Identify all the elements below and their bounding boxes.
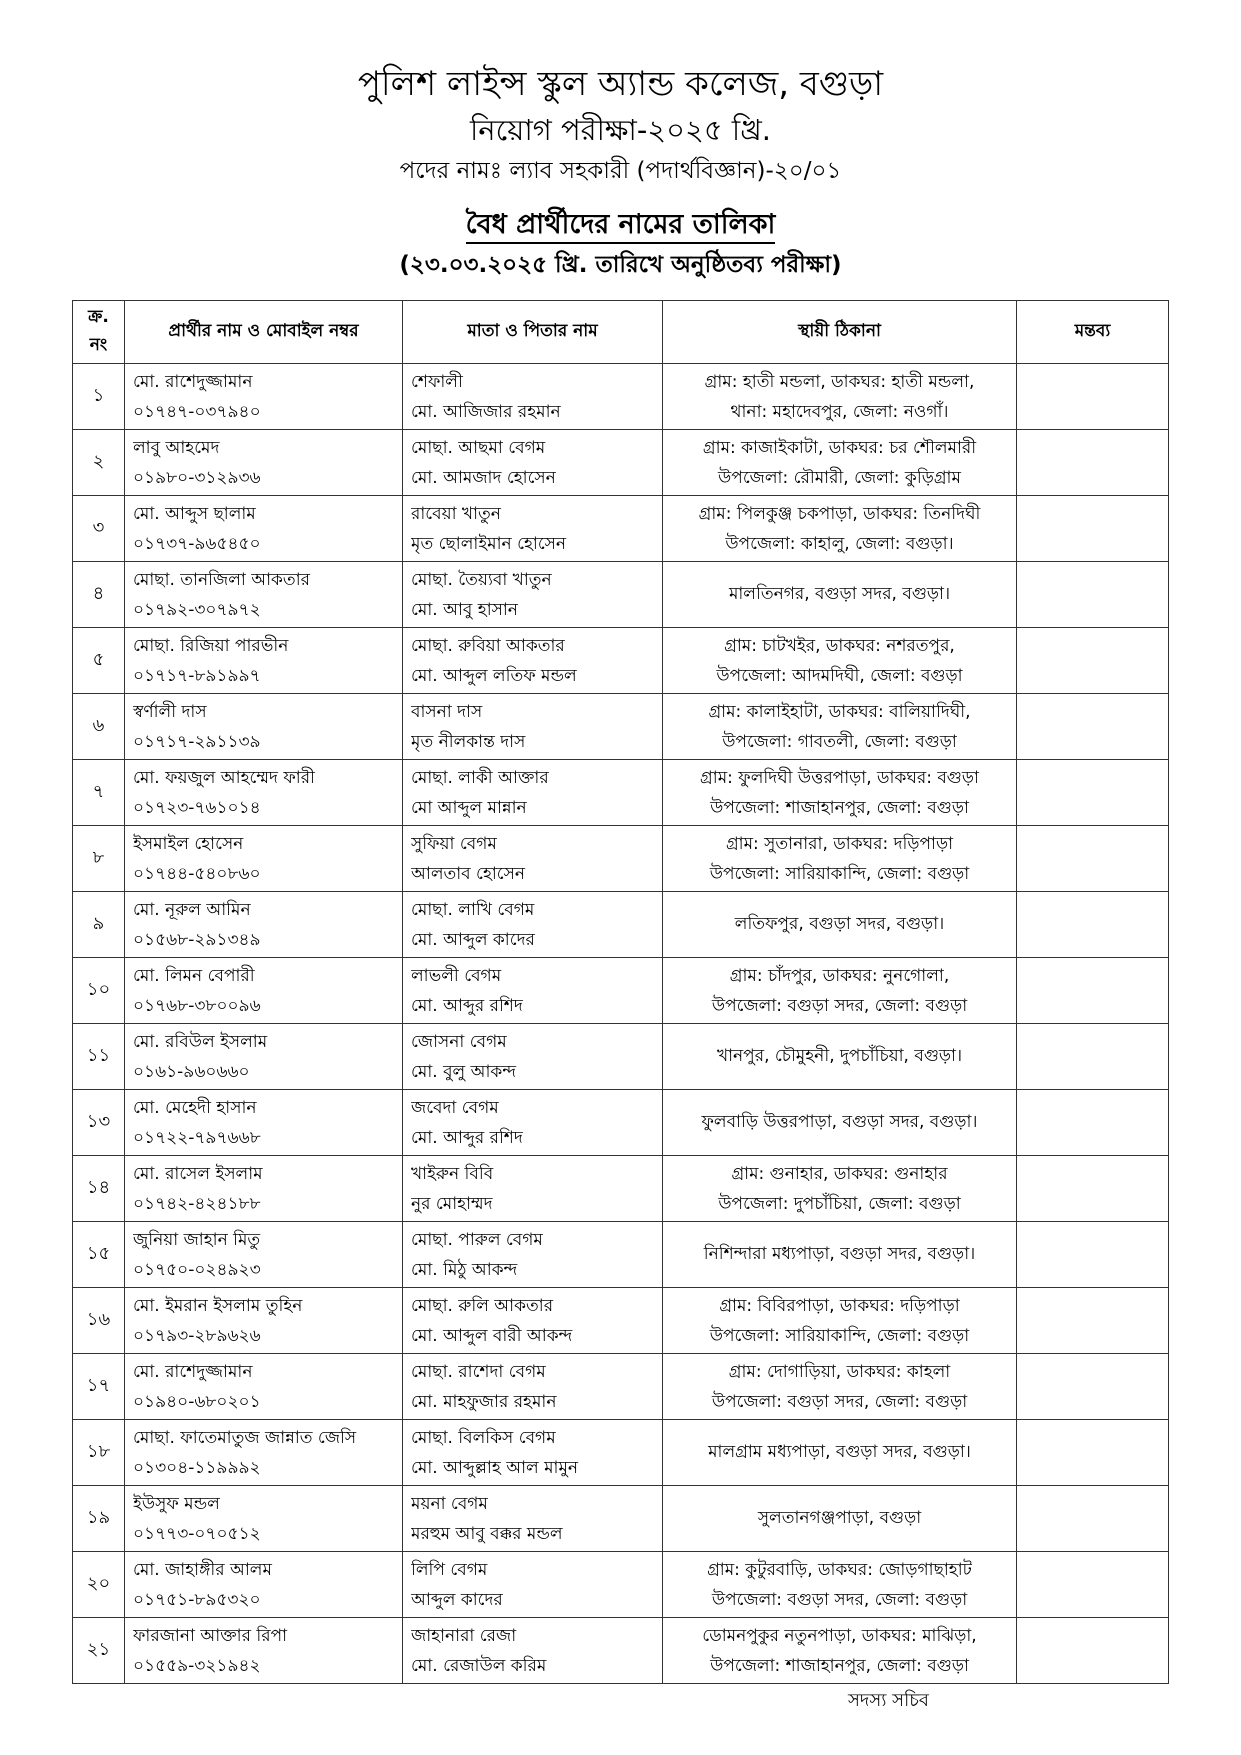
candidate-cell: [125, 1222, 403, 1288]
father-name: মো. মাহফুজার রহমান: [411, 1391, 557, 1412]
father-name: নুর মোহাম্মদ: [411, 1193, 493, 1214]
address-cell: [663, 1618, 1017, 1684]
candidate-cell: [125, 1024, 403, 1090]
candidate-cell: [125, 1288, 403, 1354]
parents-cell: [403, 1618, 663, 1684]
address-line: নিশিন্দারা মধ্যপাড়া, বগুড়া সদর, বগুড়া।: [703, 1243, 976, 1264]
table-row: [73, 1024, 1169, 1090]
table-row: [73, 1156, 1169, 1222]
parents-cell: [403, 694, 663, 760]
address-cell: [663, 1156, 1017, 1222]
mother-name: লিপি বেগম: [411, 1559, 488, 1580]
address-line: ফুলবাড়ি উত্তরপাড়া, বগুড়া সদর, বগুড়া।: [701, 1111, 978, 1132]
mother-name: সুফিয়া বেগম: [411, 833, 497, 854]
mother-name: জবেদা বেগম: [411, 1097, 499, 1118]
candidate-mobile: ০১৭২২-৭৯৭৬৬৮: [133, 1127, 261, 1148]
mother-name: মোছা. লাকী আক্তার: [411, 767, 549, 788]
table-row: [73, 1090, 1169, 1156]
address-cell: [663, 1486, 1017, 1552]
parents-cell: [403, 1552, 663, 1618]
parents-cell: [403, 1024, 663, 1090]
candidate-mobile: ০১৯৮০-৩১২৯৩৬: [133, 467, 261, 488]
table-row: [73, 1354, 1169, 1420]
candidate-cell: [125, 562, 403, 628]
father-name: মো. বুলু আকন্দ: [411, 1061, 516, 1082]
mother-name: মোছা. পারুল বেগম: [411, 1229, 543, 1250]
father-name: মো. আব্দুর রশিদ: [411, 995, 523, 1016]
address-line: উপজেলা: সারিয়াকান্দি, জেলা: বগুড়া: [709, 863, 970, 884]
table-row: [73, 364, 1169, 430]
remarks-cell: [1017, 694, 1169, 760]
candidate-cell: [125, 826, 403, 892]
address-cell: [663, 892, 1017, 958]
address-cell: [663, 628, 1017, 694]
remarks-cell: [1017, 1222, 1169, 1288]
exam-date: (২৩.০৩.২০২৫ খ্রি. তারিখে অনুষ্ঠিতব্য পরীক্ষা): [399, 252, 842, 278]
candidate-cell: [125, 760, 403, 826]
serial-cell: ১৪: [73, 1156, 125, 1222]
address-line: গ্রাম: কুটুরবাড়ি, ডাকঘর: জোড়গাছাহাট: [707, 1559, 972, 1580]
table-row: [73, 1288, 1169, 1354]
candidate-name: মো. জাহাঙ্গীর আলম: [133, 1559, 272, 1580]
address-line: গ্রাম: কাজাইকাটা, ডাকঘর: চর শৌলমারী: [702, 437, 977, 458]
mother-name: শেফালী: [411, 371, 463, 392]
serial-cell: ৪: [73, 562, 125, 628]
father-name: মো. আমজাদ হোসেন: [411, 467, 556, 488]
address-cell: [663, 430, 1017, 496]
parents-cell: [403, 958, 663, 1024]
address-cell: [663, 760, 1017, 826]
candidate-name: মো. আব্দুস ছালাম: [133, 503, 256, 524]
father-name: মো. রেজাউল করিম: [411, 1655, 547, 1676]
parents-cell: [403, 1420, 663, 1486]
address-cell: [663, 826, 1017, 892]
table-row: [73, 892, 1169, 958]
candidate-mobile: ০১৭৯৩-২৮৯৬২৬: [133, 1325, 261, 1346]
candidate-name: মো. রবিউল ইসলাম: [133, 1031, 268, 1052]
serial-cell: ১: [73, 364, 125, 430]
signature-title: সদস্য সচিব: [848, 1690, 929, 1711]
candidate-name: মোছা. ফাতেমাতুজ জান্নাত জেসি: [133, 1427, 357, 1448]
header-parents: মাতা ও পিতার নাম: [403, 301, 663, 364]
candidate-name: মো. নূরুল আমিন: [133, 899, 251, 920]
table-header-row: [73, 301, 1169, 364]
address-line: থানা: মহাদেবপুর, জেলা: নওগাঁ।: [730, 401, 949, 422]
candidate-cell: [125, 958, 403, 1024]
mother-name: লাভলী বেগম: [411, 965, 502, 986]
candidate-mobile: ০১৭৬৮-৩৮০০৯৬: [133, 995, 261, 1016]
address-line: উপজেলা: রৌমারী, জেলা: কুড়িগ্রাম: [718, 467, 961, 488]
candidate-mobile: ০১৭৯২-৩০৭৯৭২: [133, 599, 261, 620]
parents-cell: [403, 760, 663, 826]
address-cell: [663, 496, 1017, 562]
parents-cell: [403, 496, 663, 562]
candidate-cell: [125, 496, 403, 562]
candidate-name: মো. রাসেল ইসলাম: [133, 1163, 263, 1184]
address-line: উপজেলা: শাজাহানপুর, জেলা: বগুড়া: [710, 1655, 969, 1676]
table-row: [73, 694, 1169, 760]
candidate-cell: [125, 1090, 403, 1156]
candidate-mobile: ০১৭৪৭-০৩৭৯৪০: [133, 401, 261, 422]
father-name: মো. আবু হাসান: [411, 599, 518, 620]
address-cell: [663, 1420, 1017, 1486]
remarks-cell: [1017, 1552, 1169, 1618]
father-name: মো আব্দুল মান্নান: [411, 797, 527, 818]
table-row: [73, 1486, 1169, 1552]
parents-cell: [403, 1222, 663, 1288]
parents-cell: [403, 628, 663, 694]
candidate-mobile: ০১৭১৭-২৯১১৩৯: [133, 731, 261, 752]
father-name: মৃত নীলকান্ত দাস: [411, 731, 526, 752]
exam-title: নিয়োগ পরীক্ষা-২০২৫ খ্রি.: [470, 113, 771, 147]
header-serial-line2: নং: [89, 335, 108, 355]
remarks-cell: [1017, 1024, 1169, 1090]
remarks-cell: [1017, 958, 1169, 1024]
candidate-cell: [125, 430, 403, 496]
table-row: [73, 496, 1169, 562]
address-line: গ্রাম: সুতানারা, ডাকঘর: দড়িপাড়া: [725, 833, 954, 854]
address-cell: [663, 1222, 1017, 1288]
remarks-cell: [1017, 1618, 1169, 1684]
candidate-table: [72, 300, 1169, 1684]
address-line: ডোমনপুকুর নতুনপাড়া, ডাকঘর: মাঝিড়া,: [702, 1625, 977, 1646]
remarks-cell: [1017, 1288, 1169, 1354]
remarks-cell: [1017, 1420, 1169, 1486]
address-cell: [663, 1288, 1017, 1354]
candidate-name: ইউসুফ মন্ডল: [133, 1493, 220, 1514]
header-serial: [73, 301, 125, 364]
serial-cell: ৯: [73, 892, 125, 958]
address-line: খানপুর, চৌমুহনী, দুপচাঁচিয়া, বগুড়া।: [716, 1045, 963, 1066]
address-line: গ্রাম: হাতী মন্ডলা, ডাকঘর: হাতী মন্ডলা,: [704, 371, 975, 392]
table-row: [73, 1420, 1169, 1486]
remarks-cell: [1017, 892, 1169, 958]
father-name: আব্দুল কাদের: [411, 1589, 503, 1610]
remarks-cell: [1017, 496, 1169, 562]
mother-name: মোছা. লাখি বেগম: [411, 899, 535, 920]
candidate-name: মো. রাশেদুজ্জামান: [133, 371, 253, 392]
candidate-mobile: ০১৭৫১-৮৯৫৩২০: [133, 1589, 261, 1610]
father-name: মরহুম আবু বক্কর মন্ডল: [411, 1523, 563, 1544]
father-name: মৃত ছোলাইমান হোসেন: [411, 533, 567, 554]
parents-cell: [403, 1486, 663, 1552]
father-name: মো. আব্দুল লতিফ মন্ডল: [411, 665, 577, 686]
serial-cell: ১৯: [73, 1486, 125, 1552]
table-row: [73, 430, 1169, 496]
serial-cell: ৩: [73, 496, 125, 562]
serial-cell: ২১: [73, 1618, 125, 1684]
mother-name: মোছা. রুলি আকতার: [411, 1295, 554, 1316]
candidate-name: ইসমাইল হোসেন: [133, 833, 244, 854]
address-line: উপজেলা: বগুড়া সদর, জেলা: বগুড়া: [711, 1589, 968, 1610]
mother-name: মোছা. বিলকিস বেগম: [411, 1427, 556, 1448]
remarks-cell: [1017, 1354, 1169, 1420]
address-line: সুলতানগঞ্জপাড়া, বগুড়া: [757, 1507, 922, 1528]
serial-cell: ৭: [73, 760, 125, 826]
mother-name: জাহানারা রেজা: [411, 1625, 517, 1646]
serial-cell: ৮: [73, 826, 125, 892]
candidate-mobile: ০১৭২৩-৭৬১০১৪: [133, 797, 261, 818]
remarks-cell: [1017, 1486, 1169, 1552]
candidate-mobile: ০১৭৫০-০২৪৯২৩: [133, 1259, 261, 1280]
table-row: [73, 958, 1169, 1024]
father-name: মো. আব্দুল কাদের: [411, 929, 535, 950]
candidate-mobile: ০১৬১-৯৬০৬৬০: [133, 1061, 250, 1082]
address-line: উপজেলা: কাহালু, জেলা: বগুড়া।: [725, 533, 954, 554]
candidate-mobile: ০১৭৪৪-৫৪০৮৬০: [133, 863, 261, 884]
candidate-mobile: ০১৭৪২-৪২৪১৮৮: [133, 1193, 261, 1214]
serial-cell: ১৬: [73, 1288, 125, 1354]
address-line: গ্রাম: গুনাহার, ডাকঘর: গুনাহার: [731, 1163, 948, 1184]
table-row: [73, 1618, 1169, 1684]
father-name: মো. আব্দুল বারী আকন্দ: [411, 1325, 573, 1346]
mother-name: জোসনা বেগম: [411, 1031, 507, 1052]
remarks-cell: [1017, 628, 1169, 694]
remarks-cell: [1017, 826, 1169, 892]
remarks-cell: [1017, 1156, 1169, 1222]
candidate-cell: [125, 1156, 403, 1222]
candidate-mobile: ০১৭১৭-৮৯১৯৯৭: [133, 665, 261, 686]
address-cell: [663, 1090, 1017, 1156]
candidate-name: ফারজানা আক্তার রিপা: [133, 1625, 288, 1646]
candidate-cell: [125, 1420, 403, 1486]
address-cell: [663, 694, 1017, 760]
serial-cell: ১১: [73, 1024, 125, 1090]
parents-cell: [403, 430, 663, 496]
address-line: উপজেলা: দুপচাঁচিয়া, জেলা: বগুড়া: [718, 1193, 961, 1214]
serial-cell: ১৫: [73, 1222, 125, 1288]
remarks-cell: [1017, 562, 1169, 628]
mother-name: বাসনা দাস: [411, 701, 483, 722]
candidate-mobile: ০১৭৩৭-৯৬৫৪৫০: [133, 533, 261, 554]
mother-name: খাইরুন বিবি: [411, 1163, 494, 1184]
mother-name: মোছা. তৈয়্যবা খাতুন: [411, 569, 552, 590]
address-line: উপজেলা: বগুড়া সদর, জেলা: বগুড়া: [711, 1391, 968, 1412]
candidate-cell: [125, 1486, 403, 1552]
candidate-name: মো. ফয়জুল আহম্মেদ ফারী: [133, 767, 315, 788]
address-line: উপজেলা: বগুড়া সদর, জেলা: বগুড়া: [711, 995, 968, 1016]
serial-cell: ১৭: [73, 1354, 125, 1420]
address-line: উপজেলা: গাবতলী, জেলা: বগুড়া: [722, 731, 957, 752]
mother-name: রাবেয়া খাতুন: [411, 503, 501, 524]
address-line: মালতিনগর, বগুড়া সদর, বগুড়া।: [728, 583, 951, 604]
address-cell: [663, 1354, 1017, 1420]
candidate-cell: [125, 1354, 403, 1420]
candidate-cell: [125, 628, 403, 694]
list-title-text: বৈধ প্রার্থীদের নামের তালিকা: [466, 209, 776, 244]
mother-name: মোছা. রাশেদা বেগম: [411, 1361, 546, 1382]
table-body: [73, 364, 1169, 1684]
address-line: গ্রাম: বিবিরপাড়া, ডাকঘর: দড়িপাড়া: [719, 1295, 960, 1316]
table-row: [73, 1552, 1169, 1618]
candidate-mobile: ০১৯৪০-৬৮০২০১: [133, 1391, 261, 1412]
mother-name: মোছা. রুবিয়া আকতার: [411, 635, 565, 656]
father-name: মো. আব্দুর রশিদ: [411, 1127, 523, 1148]
mother-name: ময়না বেগম: [411, 1493, 488, 1514]
table-row: [73, 562, 1169, 628]
serial-cell: ১৩: [73, 1090, 125, 1156]
candidate-mobile: ০১৫৬৮-২৯১৩৪৯: [133, 929, 261, 950]
parents-cell: [403, 826, 663, 892]
table-row: [73, 826, 1169, 892]
school-name: পুলিশ লাইন্স স্কুল অ্যান্ড কলেজ, বগুড়া: [357, 64, 884, 104]
candidate-name: মো. রাশেদুজ্জামান: [133, 1361, 253, 1382]
address-line: উপজেলা: শাজাহানপুর, জেলা: বগুড়া: [710, 797, 969, 818]
address-cell: [663, 364, 1017, 430]
address-cell: [663, 562, 1017, 628]
parents-cell: [403, 1156, 663, 1222]
address-line: মালগ্রাম মধ্যপাড়া, বগুড়া সদর, বগুড়া।: [708, 1441, 971, 1462]
address-line: গ্রাম: ফুলদিঘী উত্তরপাড়া, ডাকঘর: বগুড়া: [700, 767, 979, 788]
parents-cell: [403, 364, 663, 430]
candidate-name: জুনিয়া জাহান মিতু: [133, 1229, 261, 1250]
parents-cell: [403, 562, 663, 628]
remarks-cell: [1017, 430, 1169, 496]
parents-cell: [403, 892, 663, 958]
serial-cell: ২০: [73, 1552, 125, 1618]
candidate-mobile: ০১৫৫৯-৩২১৯৪২: [133, 1655, 261, 1676]
candidate-cell: [125, 694, 403, 760]
candidate-name: মোছা. রিজিয়া পারভীন: [133, 635, 289, 656]
candidate-name: মো. ইমরান ইসলাম তুহিন: [133, 1295, 303, 1316]
serial-cell: ৬: [73, 694, 125, 760]
candidate-cell: [125, 1552, 403, 1618]
mother-name: মোছা. আছমা বেগম: [411, 437, 546, 458]
serial-cell: ৫: [73, 628, 125, 694]
father-name: মো. আজিজার রহমান: [411, 401, 561, 422]
remarks-cell: [1017, 364, 1169, 430]
header-candidate: প্রার্থীর নাম ও মোবাইল নম্বর: [125, 301, 403, 364]
parents-cell: [403, 1090, 663, 1156]
address-line: উপজেলা: আদমদিঘী, জেলা: বগুড়া: [716, 665, 963, 686]
candidate-name: মোছা. তানজিলা আকতার: [133, 569, 310, 590]
candidate-mobile: ০১৩০৪-১১৯৯৯২: [133, 1457, 261, 1478]
serial-cell: ১৮: [73, 1420, 125, 1486]
candidate-cell: [125, 364, 403, 430]
list-title: [0, 204, 1241, 249]
address-line: উপজেলা: সারিয়াকান্দি, জেলা: বগুড়া: [709, 1325, 970, 1346]
remarks-cell: [1017, 760, 1169, 826]
address-line: গ্রাম: চাটখইর, ডাকঘর: নশরতপুর,: [724, 635, 955, 656]
remarks-cell: [1017, 1090, 1169, 1156]
serial-cell: ২: [73, 430, 125, 496]
address-cell: [663, 1552, 1017, 1618]
header-address: স্থায়ী ঠিকানা: [663, 301, 1017, 364]
table-row: [73, 628, 1169, 694]
candidate-name: মো. লিমন বেপারী: [133, 965, 255, 986]
post-name: পদের নামঃ ল্যাব সহকারী (পদার্থবিজ্ঞান)-২০/০১: [399, 158, 842, 184]
candidate-cell: [125, 892, 403, 958]
address-line: লতিফপুর, বগুড়া সদর, বগুড়া।: [734, 913, 945, 934]
address-cell: [663, 958, 1017, 1024]
parents-cell: [403, 1354, 663, 1420]
address-cell: [663, 1024, 1017, 1090]
father-name: আলতাব হোসেন: [411, 863, 526, 884]
candidate-name: স্বর্ণালী দাস: [133, 701, 207, 722]
header-serial-line1: ক্র.: [88, 307, 109, 327]
candidate-mobile: ০১৭৭৩-০৭০৫১২: [133, 1523, 261, 1544]
candidate-cell: [125, 1618, 403, 1684]
address-line: গ্রাম: চাঁদপুর, ডাকঘর: নুনগোলা,: [729, 965, 950, 986]
address-line: গ্রাম: কালাইহাটা, ডাকঘর: বালিয়াদিঘী,: [708, 701, 971, 722]
address-line: গ্রাম: পিলকুঞ্জ চকপাড়া, ডাকঘর: তিনদিঘী: [698, 503, 981, 524]
father-name: মো. আব্দুল্লাহ আল মামুন: [411, 1457, 579, 1478]
table-row: [73, 760, 1169, 826]
candidate-name: লাবু আহমেদ: [133, 437, 220, 458]
serial-cell: ১০: [73, 958, 125, 1024]
candidate-name: মো. মেহেদী হাসান: [133, 1097, 257, 1118]
table-row: [73, 1222, 1169, 1288]
father-name: মো. মিঠু আকন্দ: [411, 1259, 518, 1280]
header-remarks: মন্তব্য: [1017, 301, 1169, 364]
parents-cell: [403, 1288, 663, 1354]
address-line: গ্রাম: দোগাড়িয়া, ডাকঘর: কাহলা: [728, 1361, 951, 1382]
